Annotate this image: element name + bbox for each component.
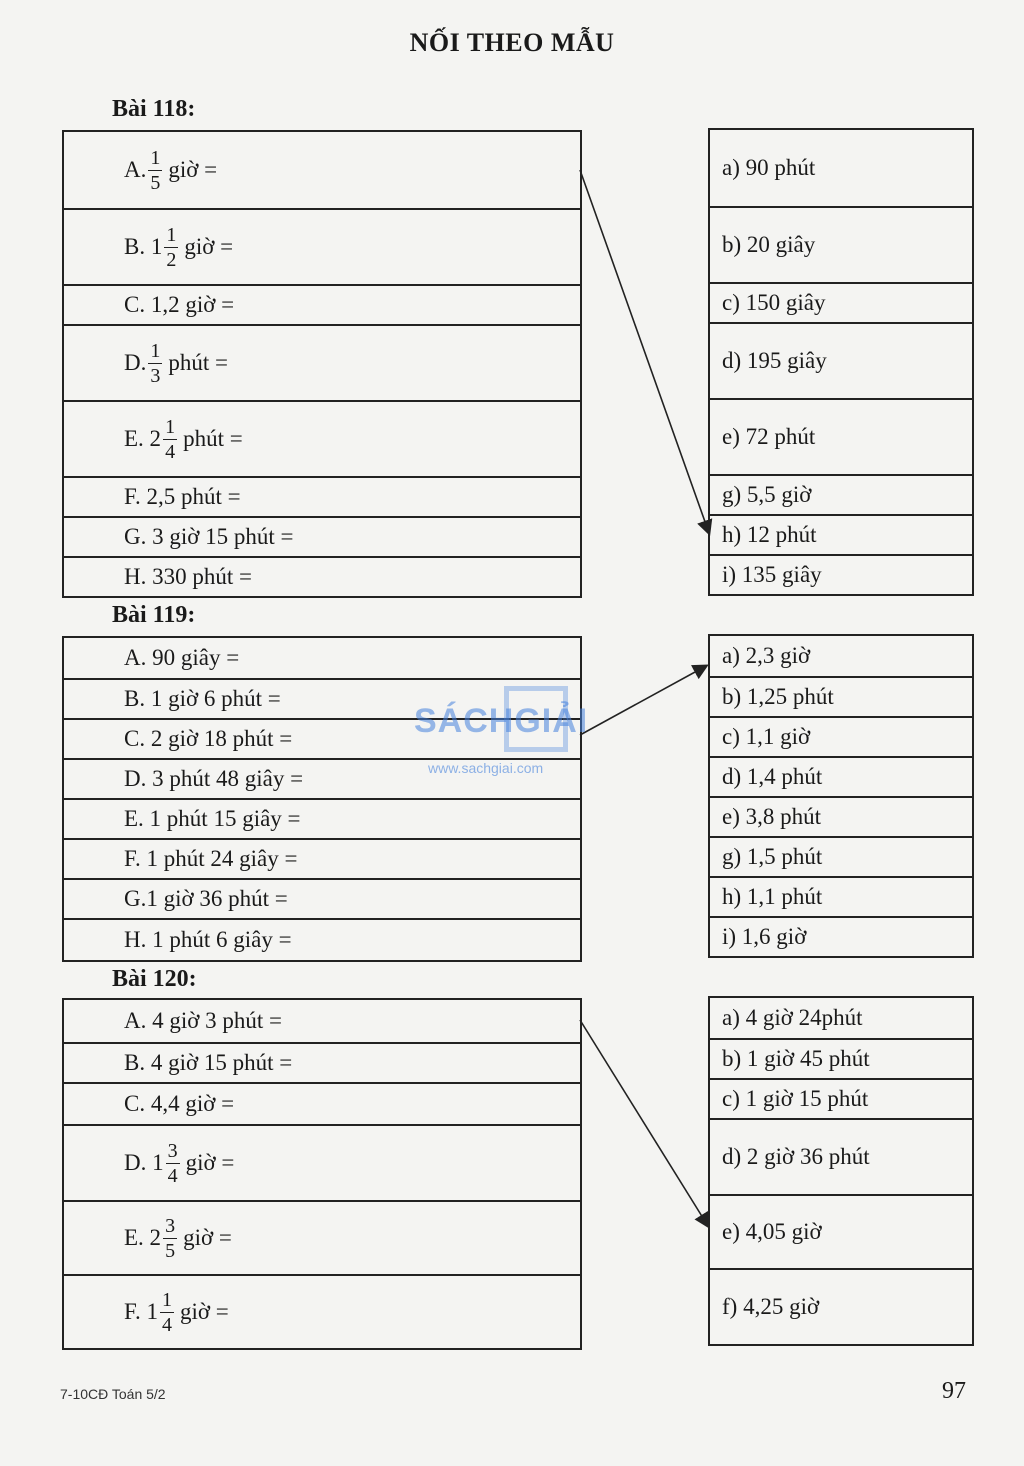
right-row-label: c) 150 giây [722,290,826,315]
item-suffix: giờ = [168,157,218,182]
item-suffix: giờ = [179,1299,229,1324]
connector-118-a-to-h [580,170,709,533]
right-row-label: a) 90 phút [722,155,816,180]
left-row-label: F. 1 phút 24 giây = [124,846,298,871]
right-row-label: a) 4 giờ 24phút [722,1005,863,1030]
connector-120-a-to-e [580,1020,708,1226]
right-row-label: d) 195 giây [722,348,827,373]
left-row-label: A. 4 giờ 3 phút = [124,1008,283,1033]
exercise-119-title: Bài 119: [112,602,196,628]
watermark-brand: SÁCHGIẢI [414,702,589,740]
right-row-label: i) 135 giây [722,562,822,587]
page-title: NỐI THEO MẪU [409,28,615,57]
right-row-label: c) 1 giờ 15 phút [722,1086,869,1111]
exercise-118-title: Bài 118: [112,96,196,122]
fraction-denominator: 4 [165,440,176,463]
fraction-numerator: 1 [166,223,177,246]
right-row-label: i) 1,6 giờ [722,924,807,949]
footer-book-code: 7-10CĐ Toán 5/2 [60,1386,166,1402]
left-row-label: H. 330 phút = [124,564,252,589]
right-row-label: d) 2 giờ 36 phút [722,1144,870,1169]
right-row-label: e) 4,05 giờ [722,1219,822,1244]
left-row-label: G. 3 giờ 15 phút = [124,524,294,549]
right-row-label: e) 72 phút [722,424,816,449]
right-row-label: h) 1,1 phút [722,884,823,909]
left-row-label: F. 2,5 phút = [124,484,241,509]
fraction-denominator: 5 [165,1239,176,1262]
left-row-label: G.1 giờ 36 phút = [124,886,288,911]
item-prefix: E. 2 [124,426,162,451]
left-row-label: C. 2 giờ 18 phút = [124,726,293,751]
left-row-label: H. 1 phút 6 giây = [124,927,292,952]
watermark-url: www.sachgiai.com [428,760,544,776]
item-prefix: F. 1 [124,1299,158,1324]
right-row-label: f) 4,25 giờ [722,1294,820,1319]
right-row-label: g) 1,5 phút [722,844,823,869]
right-row-label: d) 1,4 phút [722,764,823,789]
item-prefix: A. [124,157,147,182]
left-row-label: D. 3 phút 48 giây = [124,766,304,791]
right-row-label: b) 1 giờ 45 phút [722,1046,870,1071]
fraction-numerator: 3 [165,1214,176,1237]
item-suffix: phút = [168,350,228,375]
left-row-label: B. 4 giờ 15 phút = [124,1050,293,1075]
fraction-numerator: 3 [167,1139,178,1162]
left-row-label: B. 1 giờ 6 phút = [124,686,281,711]
left-row-label: E. 1 phút 15 giây = [124,806,301,831]
left-row-label: C. 1,2 giờ = [124,292,235,317]
item-suffix: giờ = [185,1150,235,1175]
left-row-label: A. 90 giây = [124,645,240,670]
item-suffix: giờ = [183,1225,232,1250]
fraction-numerator: 1 [150,146,161,169]
fraction-denominator: 3 [150,364,161,387]
item-prefix: E. 2 [124,1225,162,1250]
right-row-label: e) 3,8 phút [722,804,822,829]
fraction-numerator: 1 [161,1288,172,1311]
fraction-numerator: 1 [150,339,161,362]
item-suffix: phút = [183,426,243,451]
connector-119-a-to-g [580,666,706,735]
right-row-label: g) 5,5 giờ [722,482,812,507]
right-row-label: c) 1,1 giờ [722,724,811,749]
fraction-denominator: 4 [161,1313,172,1336]
item-prefix: B. 1 [124,234,163,259]
right-row-label: h) 12 phút [722,522,817,547]
page-number: 97 [942,1378,966,1404]
exercise-120-title: Bài 120: [112,966,197,992]
item-prefix: D. [124,350,147,375]
fraction-numerator: 1 [165,415,176,438]
item-suffix: giờ = [184,234,234,259]
fraction-denominator: 5 [150,171,161,194]
fraction-denominator: 4 [167,1164,178,1187]
right-row-label: b) 1,25 phút [722,684,834,709]
fraction-denominator: 2 [166,248,177,271]
right-row-label: b) 20 giây [722,232,816,257]
right-row-label: a) 2,3 giờ [722,643,811,668]
left-row-label: C. 4,4 giờ = [124,1091,235,1116]
item-prefix: D. 1 [124,1150,164,1175]
